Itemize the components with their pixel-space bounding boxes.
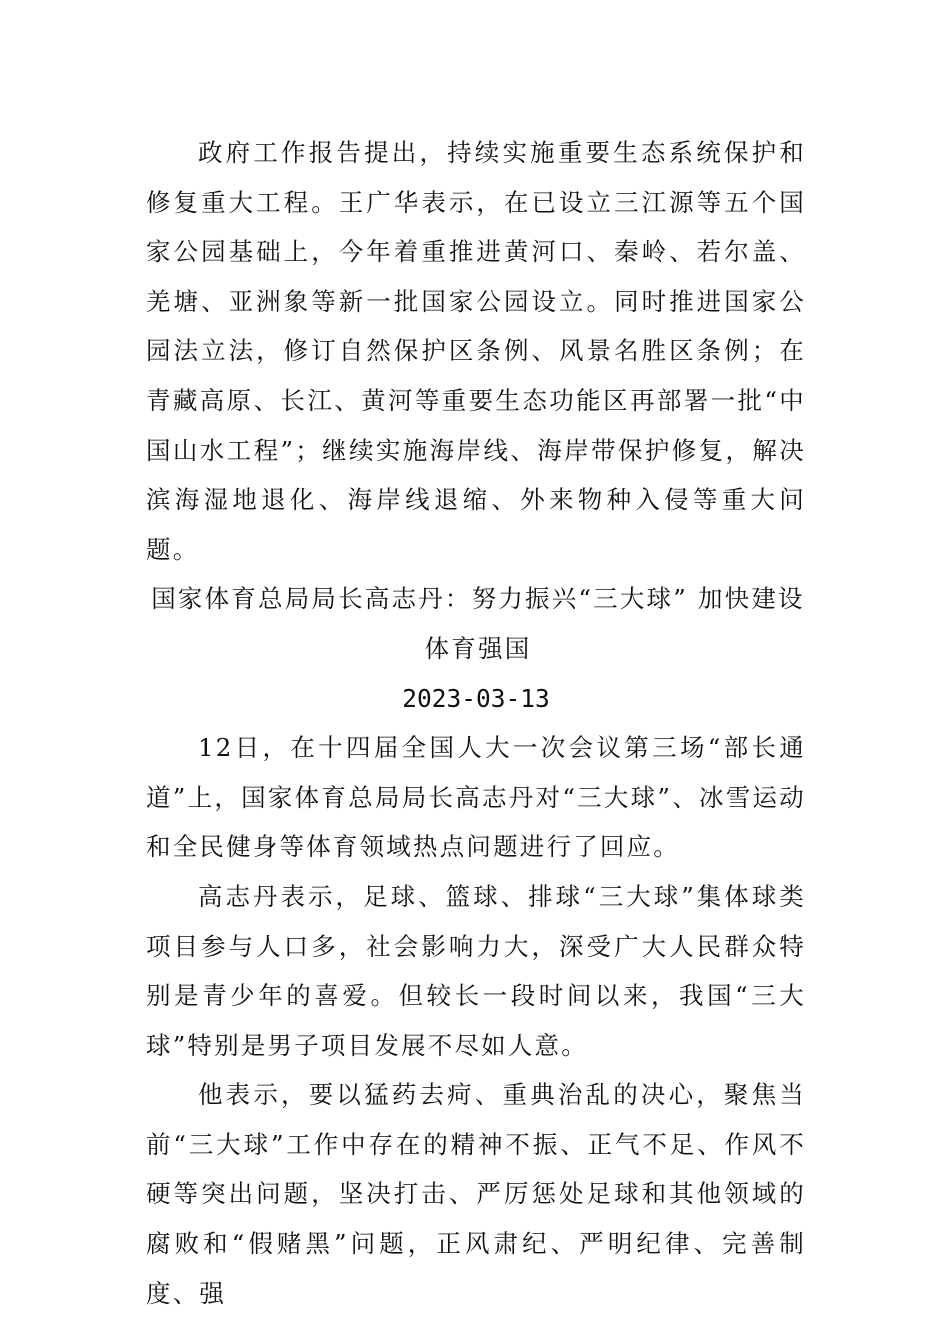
body-paragraph: 政府工作报告提出，持续实施重要生态系统保护和修复重大工程。王广华表示，在已设立三江源等五个国家公园基础上，今年着重推进黄河口、秦岭、若尔盖、羌塘、亚洲象等新一批国家公园设立。同时推进国家公园法立法，修订自然保护区条例、风景名胜区条例；在青藏高原、长江、黄河等重要生态功能区再部署一批“中国山水工程”；继续实施海岸线、海岸带保护修复，解决滨海湿地退化、海岸线退缩、外来物种入侵等重大问题。	[146, 138, 806, 564]
article-title: 国家体育总局局长高志丹：努力振兴“三大球” 加快建设体育强国	[151, 584, 805, 663]
body-paragraph: 高志丹表示，足球、篮球、排球“三大球”集体球类项目参与人口多，社会影响力大，深受广大人民群众特别是青少年的喜爱。但较长一段时间以来，我国“三大球”特别是男子项目发展不尽如人意。	[146, 881, 806, 1060]
body-paragraph: 12日，在十四届全国人大一次会议第三场“部长通道”上，国家体育总局局长高志丹对“三大球”、冰雪运动和全民健身等体育领域热点问题进行了回应。	[146, 733, 806, 862]
body-paragraph: 他表示，要以猛药去疴、重典治乱的决心，聚焦当前“三大球”工作中存在的精神不振、正气不足、作风不硬等突出问题，坚决打击、严厉惩处足球和其他领域的腐败和“假赌黑”问题，正风肃纪、严明纪律、完善制度、强	[146, 1080, 806, 1308]
document-page	[146, 128, 806, 1318]
article-date: 2023-03-13	[402, 683, 550, 713]
